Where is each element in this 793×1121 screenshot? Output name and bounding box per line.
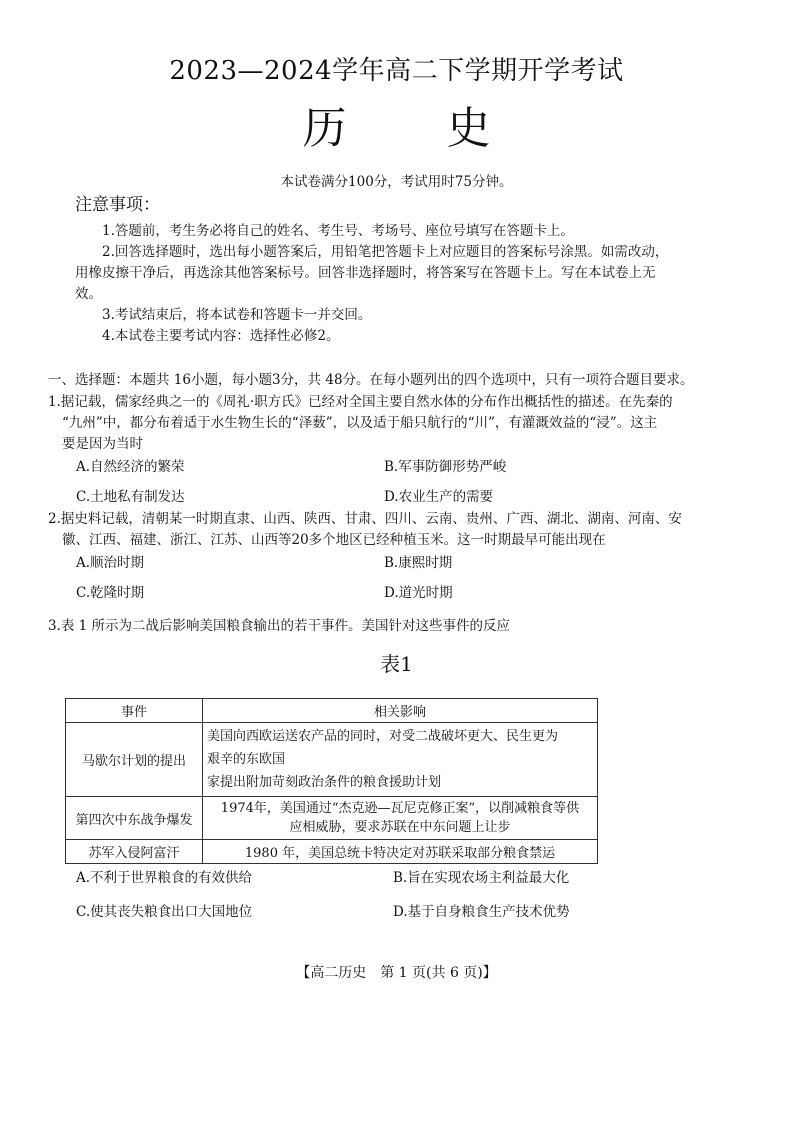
q3-option-c: C.使其丧失粮食出口大国地位 xyxy=(76,904,253,920)
q2-option-b: B.康熙时期 xyxy=(384,555,453,571)
events-table xyxy=(65,698,598,864)
table-row xyxy=(66,840,598,864)
q1-option-c: C.土地私有制发达 xyxy=(76,489,185,505)
table-row xyxy=(66,723,598,797)
impact-line: 1980 年，美国总统卡特决定对苏联采取部分粮食禁运 xyxy=(244,846,556,861)
impact-line: 美国向西欧运送农产品的同时，对受二战破坏更大、民生更为 xyxy=(207,729,559,744)
q3-option-a: A.不利于世界粮食的有效供给 xyxy=(76,870,253,886)
notice-item-2-cont: 用橡皮擦干净后，再选涂其他答案标号。回答非选择题时，将答案写在答题卡上。写在本试卷上无 xyxy=(75,265,656,281)
exam-info: 本试卷满分100分，考试用时75分钟。 xyxy=(280,174,513,190)
impact-line: 家提出附加苛刻政治条件的粮食援助计划 xyxy=(207,775,442,790)
table-cell-impact xyxy=(203,797,598,840)
q1-option-b: B.军事防御形势严峻 xyxy=(384,459,507,475)
table-header-event: 事件 xyxy=(66,699,203,723)
q2-option-a: A.顺治时期 xyxy=(76,555,145,571)
notice-item-3: 3.考试结束后，将本试卷和答题卡一并交回。 xyxy=(102,307,372,323)
q1-option-a: A.自然经济的繁荣 xyxy=(76,459,185,475)
impact-line: 应相威胁，要求苏联在中东问题上让步 xyxy=(289,820,511,835)
table-header-row xyxy=(66,699,598,723)
q3-option-b: B.旨在实现农场主利益最大化 xyxy=(393,870,570,886)
table-cell-event: 马歇尔计划的提出 xyxy=(66,723,203,797)
q2-stem-line2: 徽、江西、福建、浙江、江苏、山西等20多个地区已经种植玉米。这一时期最早可能出现在 xyxy=(62,532,606,548)
subject-title xyxy=(0,92,793,156)
table-row xyxy=(66,797,598,840)
q1-stem-line1: 1.据记载，儒家经典之一的《周礼·职方氏》已经对全国主要自然水体的分布作出概括性的描述。在先秦的 xyxy=(48,394,673,410)
table-cell-event: 苏军入侵阿富汗 xyxy=(66,840,203,864)
table-cell-event: 第四次中东战争爆发 xyxy=(66,797,203,840)
table-cell-impact xyxy=(203,840,598,864)
q2-option-c: C.乾隆时期 xyxy=(76,585,145,601)
q3-option-d: D.基于自身粮食生产技术优势 xyxy=(393,904,570,920)
table-title: 表1 xyxy=(380,652,413,676)
table-header-impact: 相关影响 xyxy=(203,699,598,723)
q1-option-d: D.农业生产的需要 xyxy=(384,489,494,505)
q1-stem-line3: 要是因为当时 xyxy=(62,436,143,452)
table-cell-impact xyxy=(203,723,598,797)
impact-line: 艰辛的东欧国 xyxy=(207,752,286,767)
impact-line: 1974年，美国通过“杰克逊—瓦尼克修正案”，以削减粮食等供 xyxy=(220,801,580,816)
subject-char-2: 史 xyxy=(446,103,491,154)
q2-option-d: D.道光时期 xyxy=(384,585,453,601)
q3-stem: 3.表 1 所示为二战后影响美国粮食输出的若干事件。美国针对这些事件的反应 xyxy=(48,618,511,634)
q1-stem-line2: “九州”中，都分布着适于水生物生长的“泽薮”，以及适于船只航行的“川”，有灌溉效益的“浸”。这主 xyxy=(62,415,658,431)
notice-item-2-end: 效。 xyxy=(75,286,102,302)
section-heading: 一、选择题：本题共 16小题，每小题3分，共 48分。在每小题列出的四个选项中，只有一项符合题目要求。 xyxy=(48,372,694,388)
page-footer: 【高二历史 第 1 页(共 6 页)】 xyxy=(296,965,497,981)
exam-title: 2023—2024学年高二下学期开学考试 xyxy=(169,56,624,86)
notice-item-1: 1.答题前，考生务必将自己的姓名、考生号、考场号、座位号填写在答题卡上。 xyxy=(102,223,574,239)
subject-char-1: 历 xyxy=(302,103,347,154)
q2-stem-line1: 2.据史料记载，清朝某一时期直隶、山西、陕西、甘肃、四川、云南、贵州、广西、湖北、湖南、河南、安 xyxy=(48,511,682,527)
notice-heading: 注意事项： xyxy=(75,195,160,215)
notice-item-2: 2.回答选择题时，选出每小题答案后，用铅笔把答题卡上对应题目的答案标号涂黑。如需改动， xyxy=(102,244,669,260)
notice-item-4: 4.本试卷主要考试内容：选择性必修2。 xyxy=(102,328,340,344)
